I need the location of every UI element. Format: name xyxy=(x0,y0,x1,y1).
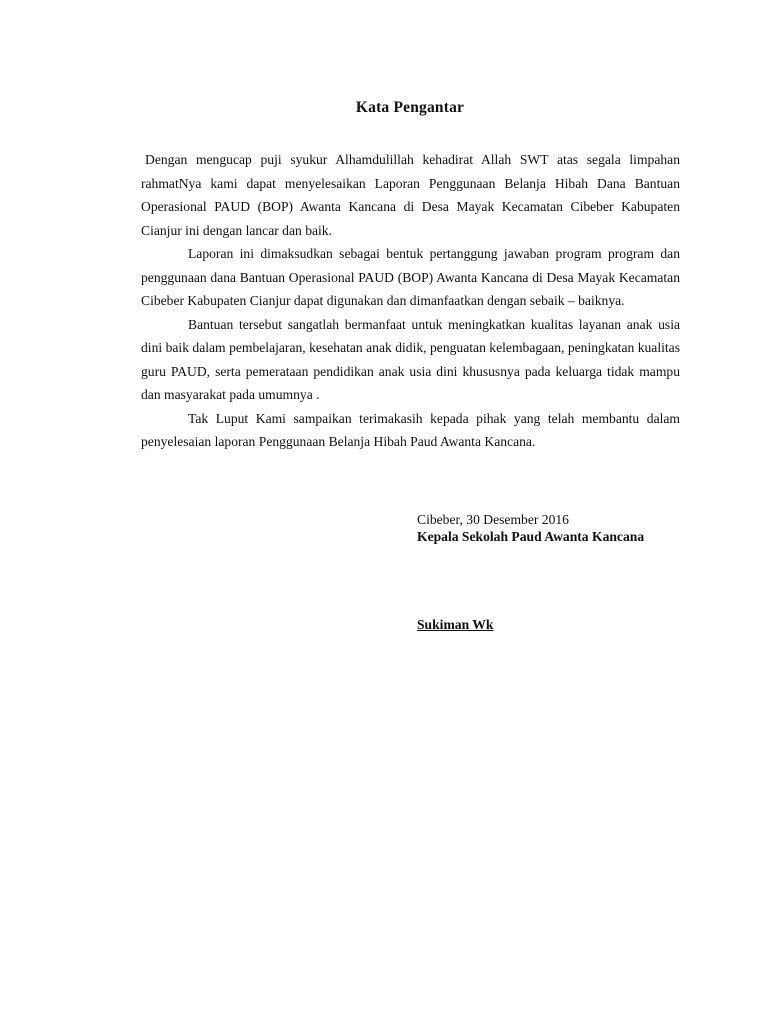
document-title: Kata Pengantar xyxy=(355,99,465,116)
signature-place-date: Cibeber, 30 Desember 2016 xyxy=(417,512,569,527)
signature-role: Kepala Sekolah Paud Awanta Kancana xyxy=(417,529,645,544)
signature-block xyxy=(417,511,717,545)
paragraph-benefit: Bantuan tersebut sangatlah bermanfaat untuk meningkatkan kualitas layanan anak usia dini baik dalam pembelajaran, kesehatan anak didik, penguatan kelembagaan, peningkatan kualitas guru PAUD, serta pemerataan pendidikan anak usia dini khususnya pada keluarga tidak mampu dan masyarakat pada umumnya . xyxy=(141,316,680,402)
document-body xyxy=(141,148,680,454)
signature-name: Sukiman Wk xyxy=(417,617,494,632)
paragraph-thanks: Tak Luput Kami sampaikan terimakasih kepada pihak yang telah membantu dalam penyelesaian laporan Penggunaan Belanja Hibah Paud Awanta Kancana. xyxy=(141,410,680,449)
paragraph-opening: Dengan mengucap puji syukur Alhamdulillah kehadirat Allah SWT atas segala limpahan rahmatNya kami dapat menyelesaikan Laporan Penggunaan Belanja Hibah Dana Bantuan Operasional PAUD (BOP) Awanta Kancana di Desa Mayak Kecamatan Cibeber Kabupaten Cianjur ini dengan lancar dan baik. xyxy=(141,152,680,238)
paragraph-purpose: Laporan ini dimaksudkan sebagai bentuk pertanggung jawaban program program dan penggunaan dana Bantuan Operasional PAUD (BOP) Awanta Kancana di Desa Mayak Kecamatan Cibeber Kabupaten Cianjur dapat digunakan dan dimanfaatkan dengan sebaik – baiknya. xyxy=(141,246,680,308)
